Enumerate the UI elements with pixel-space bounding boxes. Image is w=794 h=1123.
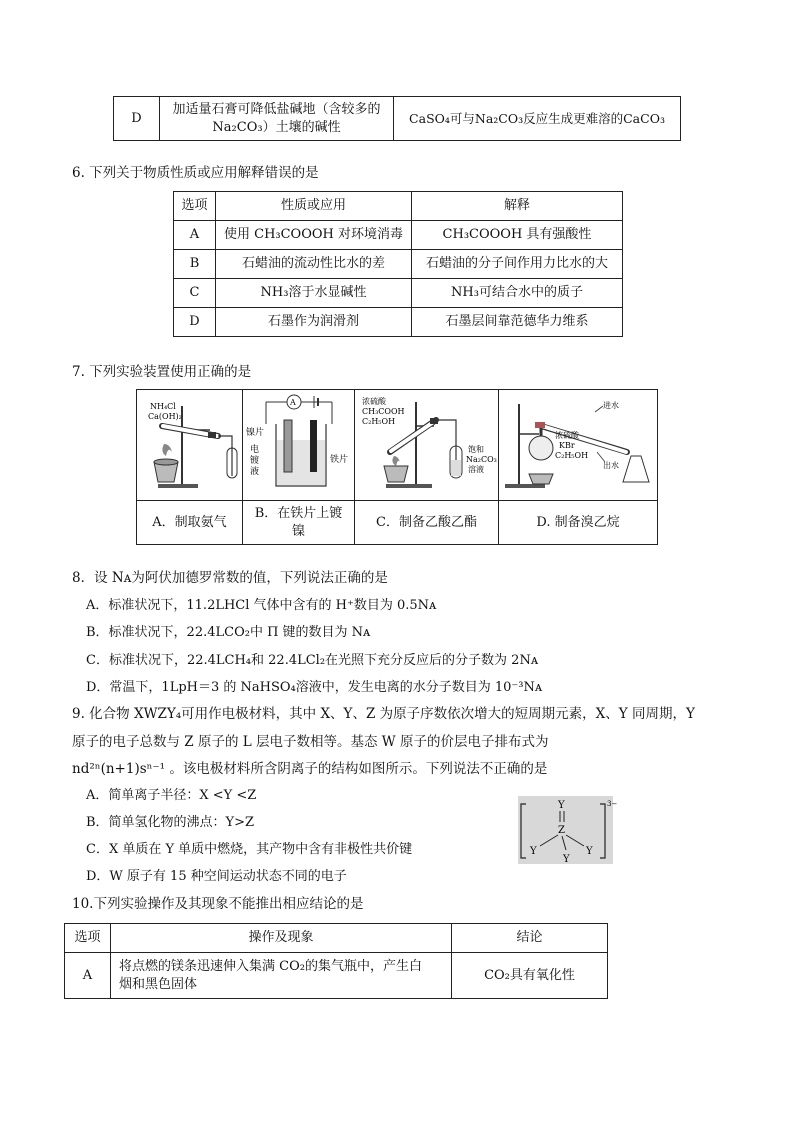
q6-cell: 石墨作为润滑剂 (216, 308, 412, 337)
charge-label: 3− (607, 800, 618, 808)
ammonia-apparatus-drawing (138, 390, 242, 494)
q7-stem: 7. 下列实验装置使用正确的是 (72, 364, 252, 380)
anion-structure-figure (518, 796, 618, 865)
label-conc-h2so4-d: 浓硫酸 (555, 431, 579, 440)
label-na2co3: Na₂CO₃ (465, 455, 497, 464)
electroplating-apparatus-drawing (244, 390, 354, 494)
q10-row-label: A (65, 953, 111, 999)
q10-stem: 10.下列实验操作及其现象不能推出相应结论的是 (72, 896, 364, 912)
q8-option-a: A．标准状况下，11.2LHCl 气体中含有的 H⁺数目为 0.5Nᴀ (86, 598, 437, 613)
apparatus-a (137, 390, 243, 501)
label-solution: 溶液 (467, 465, 484, 474)
q6-cell: A (174, 221, 216, 250)
q5-practice-line2: Na₂CO₃）土壤的碱性 (212, 119, 341, 135)
label-water-in: 进水 (603, 401, 619, 410)
q9-option-b: B．简单氢化物的沸点：Y>Z (86, 815, 255, 830)
apparatus-d (499, 390, 658, 501)
q5-explanation: CaSO₄可与Na₂CO₃反应生成更难溶的CaCO₃ (394, 97, 681, 141)
q6-cell: B (174, 250, 216, 279)
q10-header-conclusion: 结论 (452, 924, 608, 953)
q6-cell: 石蜡油的分子间作用力比水的大 (412, 250, 623, 279)
table-row (174, 221, 623, 250)
label-ye: 液 (249, 467, 259, 477)
q7-apparatus-table (136, 389, 658, 545)
label-kbr: KBr (559, 441, 575, 450)
label-du: 镀 (249, 456, 259, 466)
q6-cell: 石墨层间靠范德华力维系 (412, 308, 623, 337)
label-iron-plate: 铁片 (329, 455, 348, 465)
atom-z: Z (558, 825, 565, 836)
q6-cell: D (174, 308, 216, 337)
q6-cell: C (174, 279, 216, 308)
label-ch3cooh: CH₃COOH (361, 407, 405, 416)
q10-operation-line1: 将点燃的镁条迅速伸入集满 CO₂的集气瓶中，产生白 (119, 958, 422, 974)
q8-stem: 8．设 Nᴀ为阿伏加德罗常数的值，下列说法正确的是 (72, 570, 388, 586)
q9-option-d: D．W 原子有 15 种空间运动状态不同的电子 (86, 869, 347, 884)
q8-option-d: D．常温下，1LpH＝3 的 NaHSO₄溶液中，发生电离的水分子数目为 10⁻³Nᴀ (86, 680, 543, 695)
q9-option-a: A．简单离子半径：X <Y <Z (86, 788, 257, 803)
q5-practice-cell (160, 97, 394, 141)
q10-operation-cell (111, 953, 452, 999)
label-caoh2: Ca(OH)₂ (147, 412, 182, 421)
caption-d: D. 制备溴乙烷 (499, 501, 658, 545)
q8-option-b: B．标准状况下，22.4LCO₂中 Π 键的数目为 Nᴀ (86, 625, 371, 640)
caption-b (243, 501, 355, 545)
q9-line2: 原子的电子总数与 Z 原子的 L 层电子数相等。基态 W 原子的价层电子排布式为 (72, 734, 549, 750)
q10-header-option: 选项 (65, 924, 111, 953)
q10-conclusion: CO₂具有氧化性 (452, 953, 608, 999)
label-c2h5oh: C₂H₅OH (361, 417, 395, 426)
caption-b-line1: B．在铁片上镀 (254, 505, 343, 521)
bromoethane-apparatus-drawing (499, 390, 657, 494)
q9-line1: 9. 化合物 XWZY₄可用作电极材料，其中 X、Y、Z 为原子序数依次增大的短周期元素，X、Y 同周期，Y (72, 706, 695, 722)
table-row (174, 250, 623, 279)
label-c2h5oh-d: C₂H₅OH (555, 451, 589, 460)
label-dian: 电 (249, 445, 259, 455)
atom-y-right: Y (586, 846, 593, 857)
q6-table (173, 191, 623, 337)
q6-header-explanation: 解释 (412, 192, 623, 221)
q8-option-c: C．标准状况下，22.4LCH₄和 22.4LCl₂在光照下充分反应后的分子数为 2Nᴀ (86, 653, 539, 668)
table-row (65, 953, 608, 999)
q5-practice-line1: 加适量石膏可降低盐碱地（含较多的 (172, 101, 381, 117)
label-saturated: 饱和 (467, 445, 484, 454)
q6-header-property: 性质或应用 (216, 192, 412, 221)
caption-b-line2: 镍 (291, 523, 305, 539)
label-water-out: 出水 (603, 461, 619, 470)
label-conc-h2so4: 浓硫酸 (361, 397, 386, 406)
q6-cell: NH₃溶于水显碱性 (216, 279, 412, 308)
label-nickel-plate: 镍片 (245, 428, 264, 438)
q6-cell: 使用 CH₃COOOH 对环境消毒 (216, 221, 412, 250)
atom-y-bottom: Y (563, 854, 570, 865)
atom-y-top: Y (558, 800, 565, 811)
apparatus-c (355, 390, 499, 501)
q5-row-label: D (114, 97, 160, 141)
ester-apparatus-drawing (356, 390, 498, 494)
q6-header-option: 选项 (174, 192, 216, 221)
q9-line3: nd²ⁿ(n+1)sⁿ⁻¹ 。该电极材料所含阴离子的结构如图所示。下列说法不正确的是 (72, 761, 548, 777)
q9-option-c: C．X 单质在 Y 单质中燃烧，其产物中含有非极性共价键 (86, 842, 413, 857)
q10-header-operation: 操作及现象 (111, 924, 452, 953)
apparatus-b (243, 390, 355, 501)
caption-c: C．制备乙酸乙酯 (355, 501, 499, 545)
label-nh4cl: NH₄Cl (149, 402, 176, 411)
q10-table (64, 923, 608, 999)
atom-y-left: Y (530, 846, 537, 857)
q10-operation-line2: 烟和黑色固体 (119, 976, 198, 992)
caption-a: A．制取氨气 (137, 501, 243, 545)
table-row (174, 279, 623, 308)
q5-table (113, 96, 681, 141)
q6-cell: CH₃COOOH 具有强酸性 (412, 221, 623, 250)
ammeter-label: A (289, 398, 296, 407)
q6-cell: 石蜡油的流动性比水的差 (216, 250, 412, 279)
q6-stem: 6. 下列关于物质性质或应用解释错误的是 (72, 165, 319, 181)
table-row (174, 308, 623, 337)
q6-cell: NH₃可结合水中的质子 (412, 279, 623, 308)
